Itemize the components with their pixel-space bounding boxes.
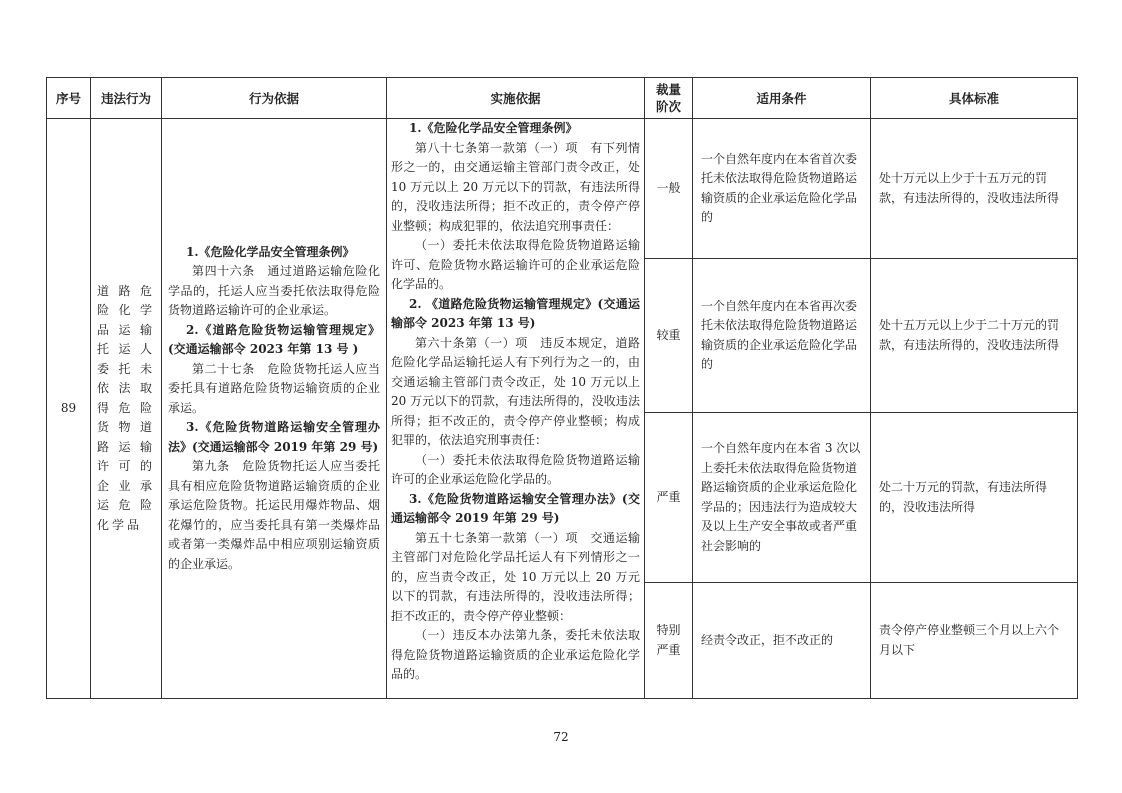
impl-text: 第六十条第（一）项 违反本规定，道路危险化学品运输托运人有下列行为之一的，由交通运输主管部门责令改正，处 10 万元以上 20 万元以下的罚款，有违法所得的，没收违法所得；拒不改正的，责令停产停业整顿；构成犯罪的，依法追究刑事责任： <box>391 335 640 447</box>
standard-general: 处十万元以上少于十五万元的罚款，有违法所得的，没收违法所得 <box>871 119 1078 259</box>
discretion-table <box>46 77 1078 699</box>
standard-extremely-severe: 责令停产停业整顿三个月以上六个月以下 <box>871 583 1078 699</box>
header-basis: 行为依据 <box>162 78 387 119</box>
header-standard: 具体标准 <box>871 78 1078 119</box>
basis-title: 1.《危险化学品安全管理条例》 <box>186 244 355 259</box>
level-severe: 严重 <box>645 413 693 583</box>
basis-text: 第四十六条 通过道路运输危险化学品的，托运人应当委托依法取得危险货物道路运输许可的企业承运。 <box>168 264 380 318</box>
impl-title: 2. 《道路危险货物运输管理规定》(交通运输部令 2023 年第 13 号) <box>391 296 640 330</box>
level-serious: 较重 <box>645 259 693 413</box>
impl-item: （一）委托未依法取得危险货物道路运输许可的企业承运危险化学品的。 <box>391 452 640 486</box>
header-condition: 适用条件 <box>693 78 871 119</box>
impl-item: （一）委托未依法取得危险货物道路运输许可、危险货物水路运输许可的企业承运危险化学品的。 <box>391 238 640 291</box>
page-number: 72 <box>553 730 569 744</box>
impl-item: （一）违反本办法第九条，委托未依法取得危险货物道路运输资质的企业承运危险化学品的。 <box>391 628 640 681</box>
standard-serious: 处十五万元以上少于二十万元的罚款，有违法所得的，没收违法所得 <box>871 259 1078 413</box>
basis-title: 2.《道路危险货物运输管理规定》(交通运输部令 2023 年第 13 号 ) <box>168 322 380 357</box>
impl-title: 1.《危险化学品安全管理条例》 <box>409 121 578 135</box>
basis-title: 3.《危险货物道路运输安全管理办法》(交通运输部令 2019 年第 29 号) <box>168 420 380 454</box>
violation-behavior: 道路危险化学品运输托运人委托未依法取得危险货物道路运输许可的企业承运危险化学品 <box>91 119 162 699</box>
condition-general: 一个自然年度内在本省首次委托未依法取得危险货物道路运输资质的企业承运危险化学品的 <box>693 119 871 259</box>
level-extremely-severe: 特别严重 <box>645 583 693 699</box>
row-number: 89 <box>47 119 91 699</box>
condition-serious: 一个自然年度内在本省再次委托未依法取得危险货物道路运输资质的企业承运危险化学品的 <box>693 259 871 413</box>
impl-text: 第五十七条第一款第（一）项 交通运输主管部门对危险化学品托运人有下列情形之一的，应当责令改正，处 10 万元以上 20 万元以下的罚款，有违法所得的，没收违法所得；拒不改正的，责令停产停业整顿： <box>391 530 640 623</box>
header-implementation: 实施依据 <box>387 78 645 119</box>
impl-title: 3.《危险货物道路运输安全管理办法》(交通运输部令 2019 年第 29 号) <box>391 491 640 525</box>
condition-severe: 一个自然年度内在本省 3 次以上委托未依法取得危险货物道路运输资质的企业承运危险化学品的；因违法行为造成较大及以上生产安全事故或者严重社会影响的 <box>693 413 871 583</box>
table-row <box>47 119 1078 259</box>
header-behavior: 违法行为 <box>91 78 162 119</box>
table-header-row <box>47 78 1078 119</box>
standard-severe: 处二十万元的罚款，有违法所得的，没收违法所得 <box>871 413 1078 583</box>
condition-extremely-severe: 经责令改正，拒不改正的 <box>693 583 871 699</box>
impl-text: 第八十七条第一款第（一）项 有下列情形之一的，由交通运输主管部门责令改正，处 10 万元以上 20 万元以下的罚款，有违法所得的，没收违法所得；拒不改正的，责令停产停业整顿；构成犯罪的，依法追究刑事责任： <box>391 140 640 233</box>
basis-text: 第二十七条 危险货物托运人应当委托具有道路危险货物运输资质的企业承运。 <box>168 361 380 415</box>
basis-text: 第九条 危险货物托运人应当委托具有相应危险货物道路运输资质的企业承运危险货物。托运民用爆炸物品、烟花爆竹的，应当委托具有第一类爆炸品或者第一类爆炸品中相应项别运输资质的企业承运。 <box>168 459 380 571</box>
header-number: 序号 <box>47 78 91 119</box>
implementation-basis <box>387 119 645 699</box>
legal-basis <box>162 119 387 699</box>
level-general: 一般 <box>645 119 693 259</box>
header-level: 裁量阶次 <box>645 78 693 119</box>
